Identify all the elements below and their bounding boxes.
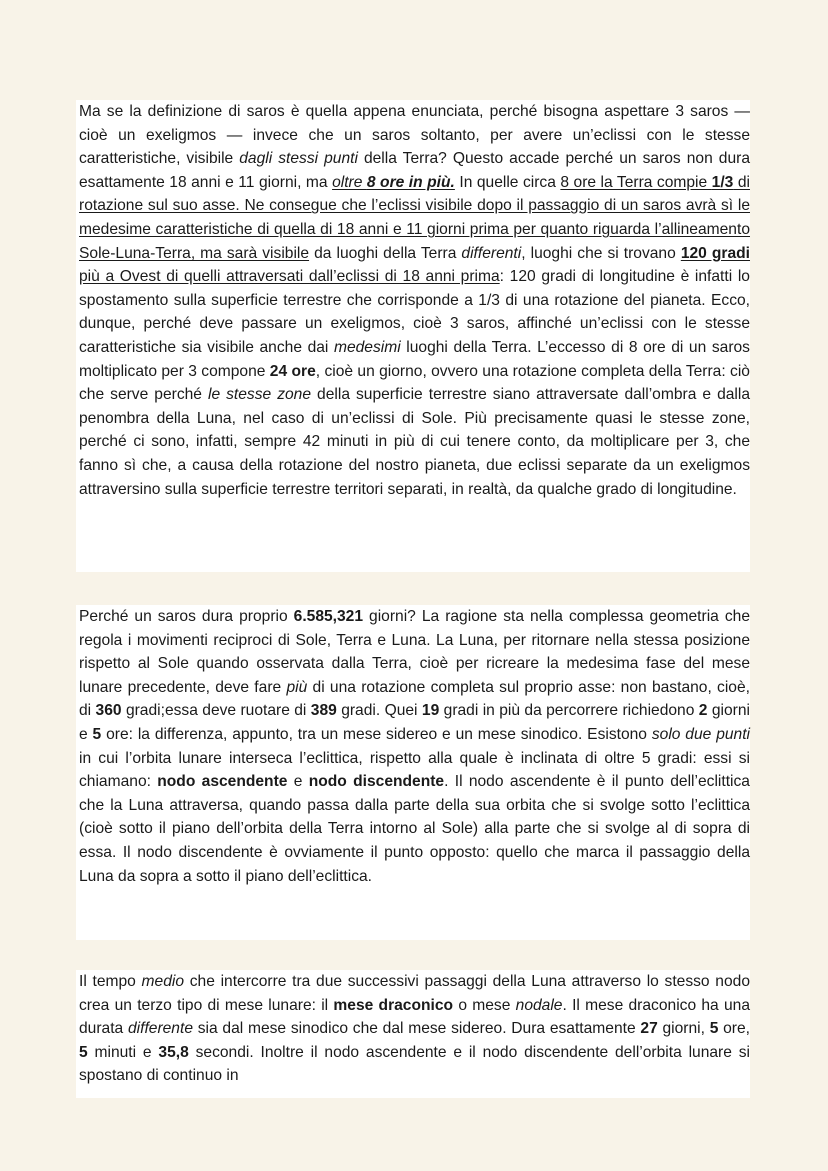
text-run: 35,8 xyxy=(158,1043,189,1061)
text-run: sia dal mese sinodico che dal mese sidereo. Dura esattamente xyxy=(193,1020,641,1038)
text-run: nodo ascendente xyxy=(157,773,288,791)
text-run: 27 xyxy=(640,1020,658,1038)
text-run: , cioè un giorno, ovvero una rotazione completa della Terra: ciò che serve perché xyxy=(79,362,750,404)
text-run: In quelle circa xyxy=(454,173,561,191)
text-run: della superficie terrestre siano attraversate dall’ombra e dalla penombra della Luna, nel caso di un’eclissi di Sole. Più precisamente quasi le stesse zone, perché ci sono, infatti, sempre 42 minuti in più di cui tenere conto, da moltiplicare per 3, che fanno sì che, a causa della rotazione del nostro pianeta, due eclissi separate da un exeligmos attraversino sulla superficie terrestre territori separati, in realtà, da qualche grado di longitudine. xyxy=(79,386,751,498)
text-block-saros-exeligmos xyxy=(76,100,750,572)
text-run: differenti xyxy=(461,244,522,262)
text-run: e xyxy=(287,773,309,791)
text-run: . Il nodo ascendente è il punto dell’eclittica che la Luna attraversa, quando passa dalla parte della sua orbita che si svolge sotto l’eclittica (cioè sotto il piano dell’orbita della Terra intorno al Sole) alla parte che si svolge al di sopra di essa. Il nodo discendente è ovviamente il punto opposto: quello che marca il passaggio della Luna da sopra a sotto il piano dell’eclittica. xyxy=(79,773,750,885)
text-run: che intercorre tra due successivi passaggi della Luna attraverso lo stesso nodo crea un terzo tipo di mese lunare: il xyxy=(79,973,750,1014)
text-run: Ma se la definizione di saros è quella appena enunciata, perché bisogna aspettare 3 saros — cioè un exeligmos — invece che un saros soltanto, per avere un’eclissi con le stesse caratteristiche, visibile xyxy=(79,103,750,168)
text-run: giorni e xyxy=(79,702,750,743)
text-run: 19 xyxy=(421,702,440,720)
text-run: giorni? La ragione sta nella complessa geometria che regola i movimenti reciproci di Sole, Terra e Luna. La Luna, per ritornare nella stessa posizione rispetto al Sole quando osservata dalla Terra, cioè per ricreare la medesima fase del mese lunare precedente, deve fare xyxy=(79,608,750,696)
text-run: nodale xyxy=(515,996,563,1014)
text-run: gradi;essa deve ruotare di xyxy=(121,702,311,720)
text-run: più a Ovest di quelli attraversati dall’eclissi di 18 anni prima xyxy=(79,268,500,286)
text-run: Perché un saros dura proprio xyxy=(79,608,294,625)
text-run: 8 ore in più. xyxy=(366,173,455,191)
text-run: Il tempo xyxy=(79,973,142,990)
text-run: secondi. Inoltre il nodo ascendente e il nodo discendente dell’orbita lunare si spostano di continuo in xyxy=(79,1043,750,1085)
text-run: più xyxy=(286,678,308,696)
text-run: 360 xyxy=(95,702,122,720)
text-run: luoghi della Terra. L’eccesso di 8 ore di un saros moltiplicato per 3 compone xyxy=(79,338,750,380)
text-run: nodo discendente xyxy=(308,773,445,791)
text-run: giorni, xyxy=(657,1020,710,1038)
paragraph-saros-exeligmos xyxy=(79,100,750,501)
text-run: medesimi xyxy=(333,338,401,356)
text-run: o mese xyxy=(453,996,516,1014)
text-block-saros-duration xyxy=(76,605,750,940)
text-run: 6.585,321 xyxy=(293,608,364,625)
text-run: gradi. Quei xyxy=(336,702,422,720)
text-run: le stesse zone xyxy=(207,386,312,404)
text-run: di rotazione sul suo asse. Ne consegue che l’eclissi visibile dopo il passaggio di un saros avrà sì le medesime caratteristiche di quella di 18 anni e 11 giorni prima per quanto riguarda l’allineamento Sole-Luna-Terra, ma sarà visibile xyxy=(79,173,750,262)
text-run: di una rotazione completa sul proprio asse: non bastano, cioè, di xyxy=(79,678,750,720)
text-run: 1/3 xyxy=(711,173,734,191)
text-run: 389 xyxy=(310,702,337,720)
text-run: della Terra? Questo accade perché un saros non dura esattamente 18 anni e 11 giorni, ma xyxy=(79,150,750,191)
text-run: gradi in più da percorrere richiedono xyxy=(439,702,699,720)
text-run: differente xyxy=(127,1020,193,1038)
text-run: minuti e xyxy=(87,1043,159,1061)
paragraph-saros-duration xyxy=(79,605,750,888)
text-run: 2 xyxy=(698,702,708,720)
text-run: solo due punti xyxy=(651,725,751,743)
text-run: 8 ore la Terra compie xyxy=(560,173,712,191)
text-run: 120 gradi xyxy=(680,244,750,262)
text-run: medio xyxy=(141,973,185,990)
text-run: oltre xyxy=(332,173,367,191)
text-run: 24 ore xyxy=(269,362,316,380)
text-run: 5 xyxy=(92,725,102,743)
text-run: 5 xyxy=(709,1020,719,1038)
text-run: . Il mese draconico ha una durata xyxy=(79,996,750,1038)
text-run: dagli stessi punti xyxy=(239,150,358,168)
paragraph-draconic-month xyxy=(79,970,750,1088)
text-block-draconic-month xyxy=(76,970,750,1098)
text-run: 5 xyxy=(79,1043,88,1061)
text-run: mese draconico xyxy=(333,996,454,1014)
text-run: : 120 gradi di longitudine è infatti lo spostamento sulla superficie terrestre che corrisponde a 1/3 di una rotazione del pianeta. Ecco, dunque, perché deve passare un exeligmos, cioè 3 saros, affinché un’eclissi con le stesse caratteristiche sia visibile anche dai xyxy=(79,268,750,356)
text-run: da luoghi della Terra xyxy=(309,244,462,262)
text-run: in cui l’orbita lunare interseca l’eclittica, rispetto alla quale è inclinata di oltre 5 gradi: essi si chiamano: xyxy=(79,749,750,791)
text-run: ore: la differenza, appunto, tra un mese sidereo e un mese sinodico. Esistono xyxy=(101,725,652,743)
text-run: , luoghi che si trovano xyxy=(521,244,681,262)
text-run: ore, xyxy=(718,1020,750,1038)
